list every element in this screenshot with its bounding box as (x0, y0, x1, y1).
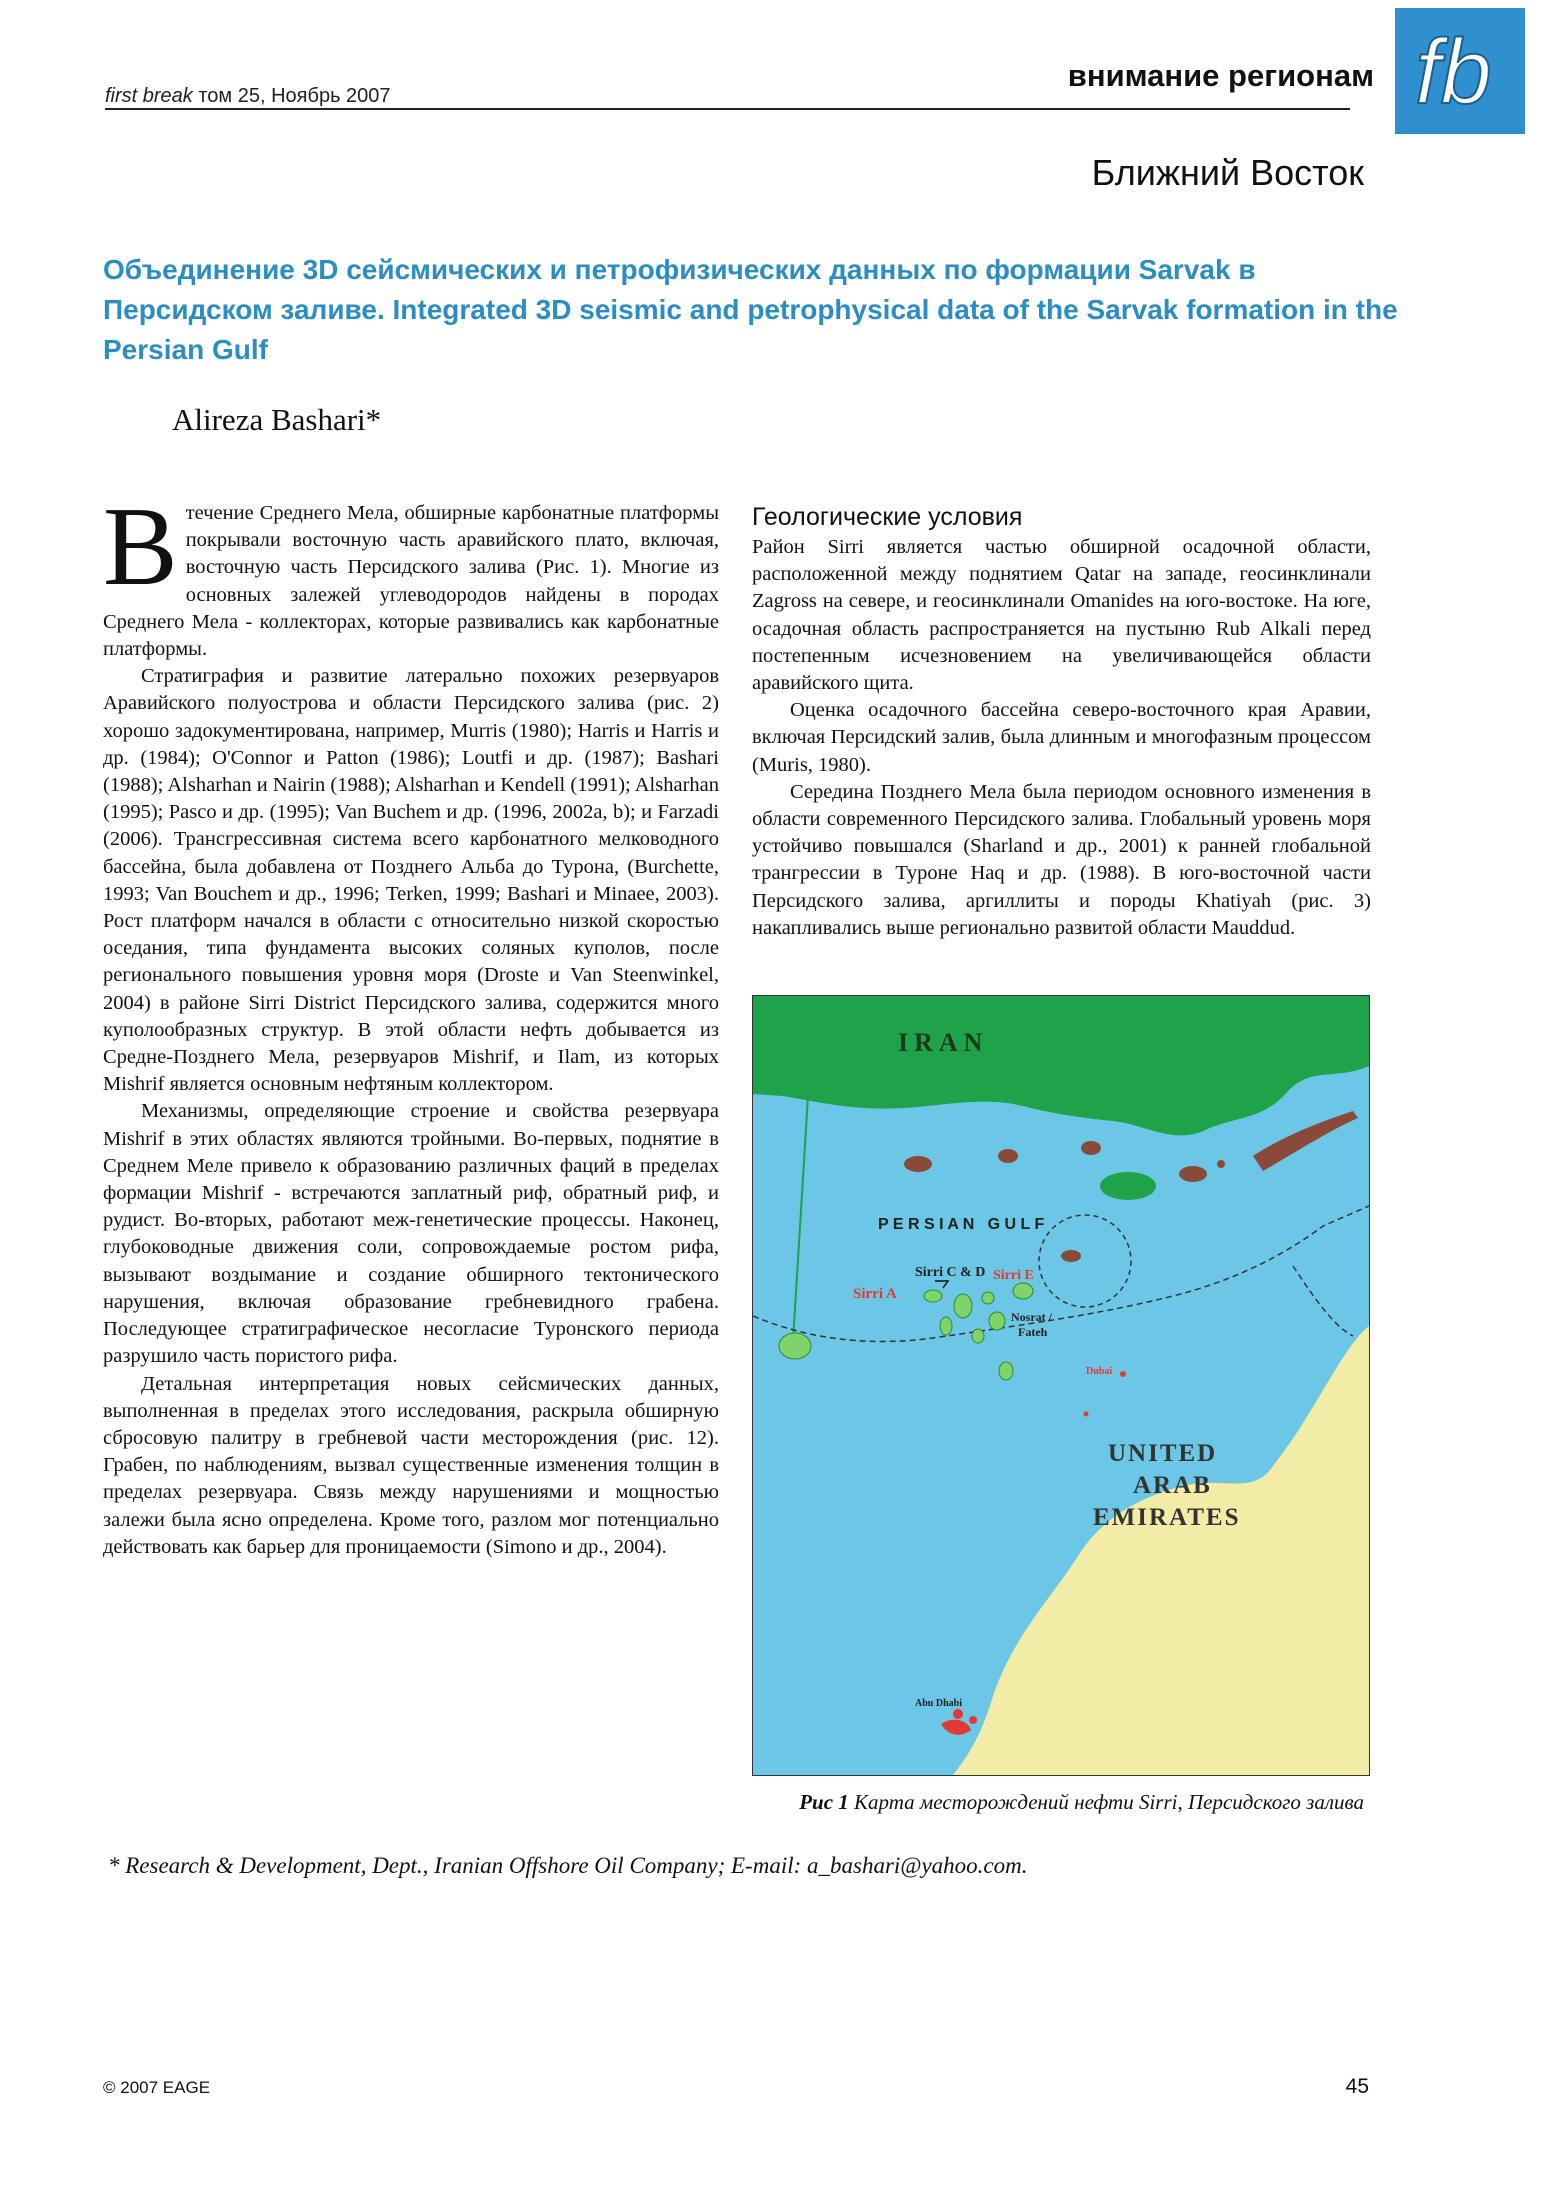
brown-island (1179, 1166, 1207, 1182)
marker (1084, 1412, 1089, 1417)
brown-island (1061, 1250, 1081, 1262)
oil-field (779, 1333, 811, 1359)
oil-field (989, 1312, 1005, 1330)
section-heading: Геологические условия (752, 503, 1023, 531)
fb-logo-icon (1395, 8, 1525, 134)
header-divider (105, 108, 1350, 110)
paragraph: Район Sirri является частью обширной осадочной области, расположенной между поднятием Qatar на западе, геосинклинали Zagross на севере, и геосинклинали Omanides на юго-востоке. На юге, осадочная область распространяется на пустыню Rub Alkali перед постепенным исчезновением на увеличивающейся области аравийского щита. (752, 536, 1371, 695)
label-sirri-e: Sirri E (993, 1268, 1034, 1283)
red-field (953, 1709, 963, 1719)
brown-island (904, 1156, 932, 1172)
paragraph: Втечение Среднего Мела, обширные карбонатные платформы покрывали восточную часть аравийского плато, включая, восточную часть Персидского залива (Рис. 1). Многие из основных залежей углеводородов найдены в породах Среднего Мела - коллекторах, которые развивались как карбонатные платформы. (103, 485, 719, 661)
sirri-map (753, 996, 1369, 1775)
label-dubai: Dubai (1086, 1366, 1113, 1377)
left-column (103, 485, 719, 1561)
article-title: Объединение 3D сейсмических и петрофизических данных по формации Sarvak в Персидском заливе. Integrated 3D seismic and petrophysical data of the Sarvak formation in the Persian Gulf (103, 254, 1398, 365)
label-sirri-cd: Sirri C & D (915, 1265, 986, 1280)
page-number: 45 (1345, 2075, 1369, 2098)
paragraph: Оценка осадочного бассейна северо-восточного края Аравии, включая Персидский залив, была длинным и многофазным процессом (Muris, 1980). (752, 699, 1371, 776)
green-island (1100, 1172, 1156, 1200)
oil-field (954, 1294, 972, 1318)
label-iran: IRAN (898, 1028, 989, 1057)
oil-field (924, 1290, 942, 1302)
caption-text: Карта месторождений нефти Sirri, Персидского залива (854, 1790, 1364, 1814)
drop-cap: В (103, 485, 178, 609)
label-persian-gulf: P E R S I A N G U L F (878, 1216, 1045, 1233)
paragraph: Механизмы, определяющие строение и свойства резервуара Mishrif в этих областях являются тройными. Во-первых, поднятие в Среднем Меле привело к образованию различных фаций в пределах формации Mishrif - встречаются заплатный риф, обратный риф, и рудист. Во-вторых, работают меж-генетические процессы. Наконец, глубоководные движения соли, сопровождаемые ростом рифа, вызывают воздымание и создание обширного тектонического нарушения, включая образование гребневидного грабена. Последующее стратиграфическое несогласие Туронского периода разрушило часть пористого рифа. (103, 1100, 719, 1368)
label-uae-3: EMIRATES (1093, 1504, 1241, 1531)
logo-text: fb (1415, 21, 1492, 123)
journal-issue: том 25, Ноябрь 2007 (198, 85, 391, 107)
label-nosrat: Nosrat / (1011, 1310, 1052, 1324)
brown-island (1081, 1141, 1101, 1155)
right-column (752, 534, 1371, 942)
label-uae-1: UNITED (1108, 1440, 1218, 1467)
label-sirri-a: Sirri A (853, 1286, 897, 1302)
oil-field (1013, 1283, 1033, 1299)
oil-field (982, 1292, 994, 1304)
fb-logo (1395, 8, 1525, 134)
paragraph: Середина Позднего Мела была периодом основного изменения в области современного Персидского залива. Глобальный уровень моря устойчиво повышался (Sharland и др., 2001) к ранней глобальной трангрессии в Туроне Haq и др. (1988). В юго-восточной части Персидского залива, аргиллиты и породы Khatiyah (рис. 3) накапливались выше регионально развитой области Mauddud. (752, 780, 1371, 939)
map-figure (752, 995, 1370, 1776)
author-footnote: * Research & Development, Dept., Iranian Offshore Oil Company; E-mail: a_bashari@yahoo.com. (108, 1853, 1028, 1878)
oil-field (972, 1329, 984, 1343)
label-abu-dhabi: Abu Dhabi (915, 1698, 962, 1709)
paragraph: Детальная интерпретация новых сейсмических данных, выполненная в пределах этого исследования, раскрыла обширную сбросовую палитру в гребневой части месторождения (рис. 12). Грабен, по наблюдениям, вызвал существенные изменения толщин в пределах резервуара. Связь между нарушениями и мощностью залежи была ясно определена. Кроме того, разлом мог потенциально действовать как барьер для проницаемости (Simono и др., 2004). (103, 1372, 719, 1558)
journal-name: first break (105, 85, 193, 107)
copyright: © 2007 EAGE (103, 2078, 211, 2097)
journal-header (105, 85, 391, 108)
caption-label: Рис 1 (799, 1790, 849, 1814)
label-uae-2: ARAB (1133, 1472, 1212, 1499)
red-field (969, 1716, 977, 1724)
oil-field (999, 1362, 1013, 1380)
dubai-marker (1120, 1371, 1126, 1377)
section-label: внимание регионам (1067, 58, 1374, 93)
region-title: Ближний Восток (1091, 152, 1364, 193)
oil-field (940, 1317, 952, 1335)
article-author: Alireza Bashari* (172, 402, 382, 437)
brown-island (998, 1149, 1018, 1163)
label-fateh: Fateh (1018, 1325, 1048, 1339)
paragraph: Стратиграфия и развитие латерально похожих резервуаров Аравийского полуострова и области Персидского залива (рис. 2) хорошо задокументирована, например, Murris (1980); Harris и Harris и др. (1984); O'Connor и Patton (1986); Loutfi и др. (1987); Bashari (1988); Alsharhan и Nairin (1988); Alsharhan и Kendell (1991); Alsharhan (1995); Pasco и др. (1995); Van Buchem и др. (1996, 2002a, b); и Farzadi (2006). Трансгрессивная система всего карбонатного мелководного бассейна, была добавлена от Позднего Альба до Турона, (Burchette, 1993; Van Bouchem и др., 1996; Terken, 1999; Bashari и Minaee, 2003). Рост платформ начался в области с относительно низкой скоростью оседания, типа фундамента высоких соляных куполов, после регионального повышения уровня моря (Droste и Van Steenwinkel, 2004) в районе Sirri District Персидского залива, содержится много куполообразных структур. В этой области нефть добывается из Средне-Позднего Мела, резервуаров Mishrif, и Ilam, из которых Mishrif является основным нефтяным коллектором. (103, 665, 719, 1096)
brown-island (1217, 1160, 1225, 1168)
figure-caption (752, 1790, 1364, 1815)
